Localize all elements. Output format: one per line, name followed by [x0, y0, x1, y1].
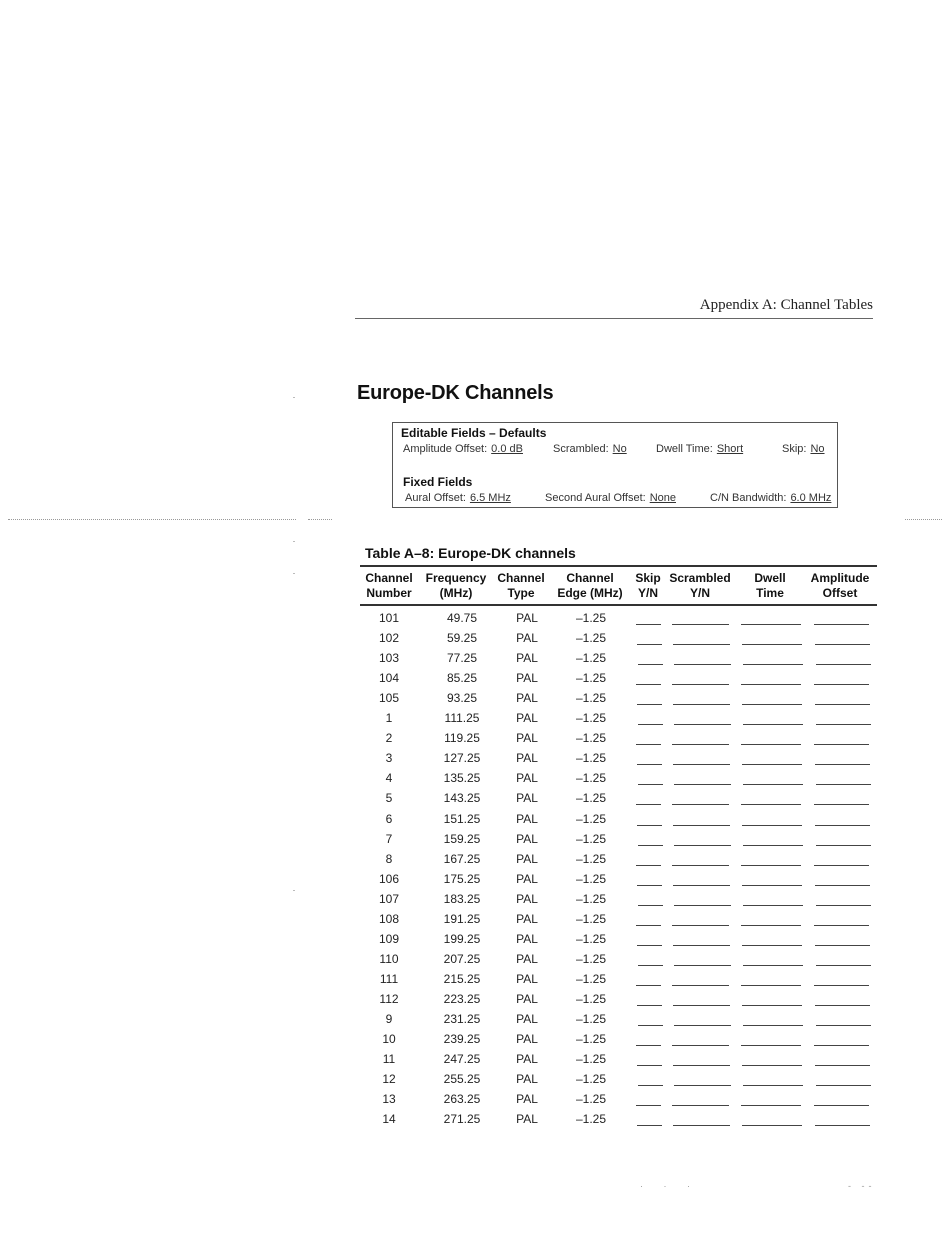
- cell-edge: –1.25: [575, 911, 607, 926]
- cell-channel: 7: [385, 831, 393, 846]
- field-value: 6.0 MHz: [790, 492, 832, 504]
- cell-channel: 110: [379, 951, 399, 966]
- column-header-line: Scrambled: [669, 571, 731, 585]
- cell-frequency: 167.25: [443, 851, 481, 866]
- skip-blank[interactable]: [638, 784, 663, 785]
- dwell-time-blank[interactable]: [743, 905, 803, 906]
- column-header: [635, 571, 660, 601]
- amplitude-offset-blank[interactable]: [814, 1045, 869, 1046]
- skip-blank[interactable]: [637, 644, 662, 645]
- cell-type: PAL: [516, 1032, 538, 1047]
- field-value: Short: [716, 443, 744, 455]
- scrambled-blank[interactable]: [672, 925, 729, 926]
- dwell-time-blank[interactable]: [743, 784, 803, 785]
- scrambled-blank[interactable]: [672, 985, 729, 986]
- skip-blank[interactable]: [637, 1005, 662, 1006]
- dwell-time-blank[interactable]: [742, 644, 802, 645]
- column-header-line: Edge (MHz): [557, 586, 623, 600]
- cell-channel: 106: [378, 871, 400, 886]
- editable-fields-heading: Editable Fields – Defaults: [401, 426, 547, 440]
- column-header: [669, 571, 730, 601]
- column-header-line: Channel: [566, 571, 614, 585]
- amplitude-offset-blank[interactable]: [815, 1125, 870, 1126]
- cell-frequency: 231.25: [443, 1012, 481, 1026]
- table-caption: Table A–8: Europe-DK channels: [365, 545, 576, 561]
- column-header: [811, 571, 870, 601]
- cell-channel: 108: [378, 911, 400, 926]
- scrambled-blank[interactable]: [672, 804, 729, 805]
- column-header: [365, 571, 412, 601]
- column-header: [754, 571, 785, 601]
- cell-channel: 101: [378, 611, 400, 625]
- column-header: [426, 571, 487, 601]
- cell-edge: –1.25: [575, 671, 607, 686]
- cell-edge: –1.25: [575, 1072, 607, 1087]
- margin-mark: [293, 890, 295, 891]
- skip-blank[interactable]: [638, 664, 663, 665]
- margin-rule: [905, 519, 942, 520]
- scrambled-blank[interactable]: [673, 945, 730, 946]
- cell-channel: 1: [385, 711, 393, 726]
- cell-channel: 109: [378, 931, 400, 946]
- cell-edge: –1.25: [575, 1092, 607, 1107]
- header-rule: [355, 318, 873, 319]
- scrambled-blank[interactable]: [673, 825, 730, 826]
- field-value: 6.5 MHz: [469, 492, 511, 504]
- cell-frequency: 239.25: [443, 1032, 481, 1047]
- second-aural-offset-field: [545, 492, 676, 504]
- column-header-line: Offset: [822, 586, 858, 600]
- scrambled-blank[interactable]: [673, 644, 730, 645]
- cell-edge: –1.25: [575, 731, 607, 746]
- scrambled-blank[interactable]: [672, 744, 729, 745]
- skip-blank[interactable]: [636, 985, 661, 986]
- cn-bandwidth-field: [710, 492, 831, 504]
- cell-channel: 2: [385, 731, 393, 746]
- amplitude-offset-blank[interactable]: [815, 764, 870, 765]
- cell-edge: –1.25: [575, 811, 607, 826]
- skip-blank[interactable]: [638, 905, 663, 906]
- cell-edge: –1.25: [575, 1052, 607, 1067]
- amplitude-offset-blank[interactable]: [814, 985, 869, 986]
- running-head: Appendix A: Channel Tables: [699, 297, 873, 313]
- amplitude-offset-field: [403, 443, 523, 455]
- cell-type: PAL: [516, 631, 538, 646]
- dwell-time-blank[interactable]: [741, 624, 801, 625]
- skip-blank[interactable]: [636, 1045, 661, 1046]
- cell-frequency: 255.25: [443, 1072, 481, 1087]
- cell-channel: 10: [382, 1032, 396, 1047]
- field-label: Dwell Time:: [656, 443, 713, 455]
- skip-blank[interactable]: [638, 1085, 663, 1086]
- table-top-rule: [360, 565, 877, 567]
- column-header-line: Dwell: [754, 571, 786, 585]
- amplitude-offset-blank[interactable]: [816, 905, 871, 906]
- cell-frequency: 127.25: [443, 751, 481, 766]
- cell-edge: –1.25: [575, 831, 607, 846]
- column-header-line: Channel: [365, 571, 413, 585]
- field-value: No: [810, 443, 825, 455]
- dwell-time-blank[interactable]: [743, 1025, 803, 1026]
- cell-edge: –1.25: [575, 1012, 607, 1026]
- margin-mark: [293, 541, 295, 542]
- cell-channel: 8: [385, 851, 393, 866]
- cell-channel: 105: [378, 691, 400, 706]
- cell-frequency: 183.25: [443, 891, 481, 906]
- column-header-line: Channel: [497, 571, 545, 585]
- amplitude-offset-blank[interactable]: [814, 804, 869, 805]
- skip-blank[interactable]: [637, 945, 662, 946]
- column-header-line: Y/N: [689, 586, 711, 600]
- amplitude-offset-blank[interactable]: [814, 684, 869, 685]
- cell-type: PAL: [516, 851, 538, 866]
- cell-type: PAL: [516, 791, 538, 806]
- margin-mark: [293, 397, 295, 398]
- cell-type: PAL: [516, 911, 538, 926]
- dwell-time-blank[interactable]: [742, 1065, 802, 1066]
- dwell-time-blank[interactable]: [741, 684, 801, 685]
- amplitude-offset-blank[interactable]: [815, 885, 870, 886]
- cell-frequency: 199.25: [443, 931, 481, 946]
- cell-channel: 14: [382, 1112, 396, 1127]
- column-header-line: Frequency: [425, 571, 487, 585]
- field-value: 0.0 dB: [491, 443, 523, 455]
- cell-frequency: 271.25: [443, 1112, 481, 1127]
- scrambled-blank[interactable]: [673, 764, 730, 765]
- column-header-line: Y/N: [637, 586, 658, 600]
- scrambled-blank[interactable]: [673, 704, 730, 705]
- dwell-time-blank[interactable]: [743, 845, 803, 846]
- cell-frequency: 85.25: [446, 671, 478, 686]
- cell-type: PAL: [516, 671, 538, 686]
- skip-blank[interactable]: [636, 865, 661, 866]
- cell-frequency: 263.25: [443, 1092, 481, 1107]
- cell-channel: 112: [379, 991, 399, 1006]
- cell-frequency: 49.75: [446, 611, 478, 625]
- cell-edge: –1.25: [575, 711, 607, 726]
- cell-edge: –1.25: [575, 851, 607, 866]
- dwell-time-blank[interactable]: [742, 825, 802, 826]
- field-label: Aural Offset:: [405, 492, 466, 504]
- column-header-line: Time: [756, 586, 784, 600]
- scrambled-blank[interactable]: [672, 624, 729, 625]
- column-header: [497, 571, 544, 601]
- skip-blank[interactable]: [637, 764, 662, 765]
- scrambled-field: [553, 443, 627, 455]
- cell-channel: 107: [378, 891, 400, 906]
- margin-mark: [293, 573, 295, 574]
- cell-type: PAL: [516, 691, 538, 706]
- scrambled-blank[interactable]: [674, 784, 731, 785]
- cell-frequency: 247.25: [443, 1052, 481, 1067]
- skip-blank[interactable]: [636, 804, 661, 805]
- cell-edge: –1.25: [575, 891, 607, 906]
- amplitude-offset-blank[interactable]: [816, 724, 871, 725]
- cell-type: PAL: [516, 931, 538, 946]
- cell-type: PAL: [516, 1012, 538, 1026]
- cell-channel: 12: [382, 1072, 396, 1087]
- column-header-line: Type: [507, 586, 535, 600]
- field-label: Second Aural Offset:: [545, 492, 646, 504]
- amplitude-offset-blank[interactable]: [815, 1065, 870, 1066]
- scrambled-blank[interactable]: [672, 1045, 729, 1046]
- cell-type: PAL: [516, 611, 538, 625]
- cell-edge: –1.25: [575, 951, 607, 966]
- amplitude-offset-blank[interactable]: [816, 965, 871, 966]
- cell-frequency: 207.25: [443, 951, 481, 966]
- section-title: Europe-DK Channels: [357, 382, 554, 404]
- cell-edge: –1.25: [575, 691, 607, 706]
- cell-frequency: 143.25: [443, 791, 481, 806]
- cell-channel: 6: [385, 811, 393, 826]
- cell-channel: 102: [378, 631, 400, 646]
- scrambled-blank[interactable]: [673, 1065, 730, 1066]
- cell-edge: –1.25: [575, 611, 607, 625]
- footer-marks: - --: [848, 1181, 876, 1191]
- amplitude-offset-blank[interactable]: [816, 845, 871, 846]
- cell-type: PAL: [516, 1072, 538, 1087]
- dwell-time-blank[interactable]: [741, 1045, 801, 1046]
- dwell-time-blank[interactable]: [743, 664, 803, 665]
- margin-rule: [308, 519, 332, 520]
- scrambled-blank[interactable]: [674, 845, 731, 846]
- cell-type: PAL: [516, 831, 538, 846]
- amplitude-offset-blank[interactable]: [815, 704, 870, 705]
- skip-blank[interactable]: [637, 825, 662, 826]
- amplitude-offset-blank[interactable]: [816, 1025, 871, 1026]
- dwell-time-blank[interactable]: [743, 965, 803, 966]
- cell-frequency: 175.25: [443, 871, 481, 886]
- cell-frequency: 59.25: [446, 631, 478, 646]
- dwell-time-blank[interactable]: [741, 744, 801, 745]
- amplitude-offset-blank[interactable]: [814, 865, 869, 866]
- dwell-time-blank[interactable]: [742, 945, 802, 946]
- footer-marks: · · ·: [640, 1181, 699, 1191]
- cell-type: PAL: [516, 1112, 538, 1127]
- cell-type: PAL: [516, 1092, 538, 1107]
- cell-frequency: 223.25: [443, 991, 481, 1006]
- scrambled-blank[interactable]: [673, 1125, 730, 1126]
- column-header: [557, 571, 622, 601]
- cell-frequency: 135.25: [443, 771, 481, 786]
- dwell-time-blank[interactable]: [743, 1085, 803, 1086]
- skip-blank[interactable]: [638, 845, 663, 846]
- field-label: Amplitude Offset:: [403, 443, 488, 455]
- scrambled-blank[interactable]: [674, 1085, 731, 1086]
- cell-edge: –1.25: [575, 1032, 607, 1047]
- column-header-line: Skip: [635, 571, 661, 585]
- skip-blank[interactable]: [638, 965, 663, 966]
- table-header-rule: [360, 604, 877, 606]
- cell-type: PAL: [516, 711, 538, 726]
- scrambled-blank[interactable]: [673, 1005, 730, 1006]
- scrambled-blank[interactable]: [672, 865, 729, 866]
- cell-channel: 5: [385, 791, 393, 806]
- cell-type: PAL: [516, 971, 538, 986]
- scrambled-blank[interactable]: [673, 885, 730, 886]
- field-value: No: [612, 443, 627, 455]
- cell-type: PAL: [516, 891, 538, 906]
- scrambled-blank[interactable]: [674, 664, 731, 665]
- field-value: None: [649, 492, 676, 504]
- dwell-time-blank[interactable]: [743, 724, 803, 725]
- dwell-time-blank[interactable]: [741, 925, 801, 926]
- fixed-fields-heading: Fixed Fields: [403, 475, 473, 489]
- amplitude-offset-blank[interactable]: [814, 744, 869, 745]
- amplitude-offset-blank[interactable]: [816, 1085, 871, 1086]
- cell-type: PAL: [516, 771, 538, 786]
- amplitude-offset-blank[interactable]: [815, 825, 870, 826]
- amplitude-offset-blank[interactable]: [814, 925, 869, 926]
- cell-type: PAL: [516, 751, 538, 766]
- scrambled-blank[interactable]: [674, 724, 731, 725]
- dwell-time-blank[interactable]: [742, 704, 802, 705]
- dwell-time-blank[interactable]: [742, 764, 802, 765]
- scrambled-blank[interactable]: [674, 1025, 731, 1026]
- cell-frequency: 93.25: [446, 691, 478, 706]
- skip-blank[interactable]: [636, 1105, 661, 1106]
- cell-channel: 103: [378, 651, 400, 666]
- column-header-line: (MHz): [439, 586, 473, 600]
- cell-channel: 3: [385, 751, 393, 766]
- cell-channel: 13: [382, 1092, 396, 1107]
- amplitude-offset-blank[interactable]: [815, 644, 870, 645]
- column-header-line: Number: [366, 586, 412, 600]
- skip-blank[interactable]: [637, 704, 662, 705]
- cell-frequency: 119.25: [444, 731, 480, 746]
- cell-type: PAL: [516, 1052, 538, 1067]
- defaults-box: [392, 422, 838, 508]
- cell-channel: 111: [379, 971, 399, 986]
- dwell-time-blank[interactable]: [741, 985, 801, 986]
- amplitude-offset-blank[interactable]: [814, 624, 869, 625]
- amplitude-offset-blank[interactable]: [816, 784, 871, 785]
- cell-type: PAL: [516, 991, 538, 1006]
- skip-blank[interactable]: [638, 724, 663, 725]
- amplitude-offset-blank[interactable]: [816, 664, 871, 665]
- cell-edge: –1.25: [575, 931, 607, 946]
- cell-edge: –1.25: [575, 651, 607, 666]
- skip-blank[interactable]: [637, 1065, 662, 1066]
- cell-edge: –1.25: [575, 971, 607, 986]
- dwell-time-blank[interactable]: [742, 1005, 802, 1006]
- field-label: Scrambled:: [553, 443, 609, 455]
- cell-edge: –1.25: [575, 771, 607, 786]
- cell-frequency: 111.25: [444, 711, 480, 726]
- amplitude-offset-blank[interactable]: [814, 1105, 869, 1106]
- cell-type: PAL: [516, 651, 538, 666]
- cell-type: PAL: [516, 951, 538, 966]
- dwell-time-blank[interactable]: [742, 885, 802, 886]
- cell-frequency: 77.25: [446, 651, 478, 666]
- cell-frequency: 151.25: [443, 811, 481, 826]
- dwell-time-blank[interactable]: [741, 1105, 801, 1106]
- skip-blank[interactable]: [637, 885, 662, 886]
- skip-blank[interactable]: [636, 684, 661, 685]
- amplitude-offset-blank[interactable]: [815, 945, 870, 946]
- skip-blank[interactable]: [636, 624, 661, 625]
- skip-blank[interactable]: [636, 925, 661, 926]
- field-label: C/N Bandwidth:: [710, 492, 787, 504]
- cell-channel: 11: [382, 1052, 396, 1067]
- amplitude-offset-blank[interactable]: [815, 1005, 870, 1006]
- scrambled-blank[interactable]: [672, 1105, 729, 1106]
- skip-blank[interactable]: [636, 744, 661, 745]
- field-label: Skip:: [782, 443, 807, 455]
- dwell-time-field: [656, 443, 743, 455]
- dwell-time-blank[interactable]: [742, 1125, 802, 1126]
- scrambled-blank[interactable]: [674, 905, 731, 906]
- cell-edge: –1.25: [575, 871, 607, 886]
- dwell-time-blank[interactable]: [741, 865, 801, 866]
- cell-edge: –1.25: [575, 791, 607, 806]
- cell-channel: 9: [385, 1012, 393, 1026]
- cell-edge: –1.25: [575, 631, 607, 646]
- cell-channel: 4: [385, 771, 393, 786]
- cell-type: PAL: [516, 871, 538, 886]
- cell-edge: –1.25: [575, 991, 607, 1006]
- skip-blank[interactable]: [637, 1125, 662, 1126]
- scrambled-blank[interactable]: [674, 965, 731, 966]
- skip-field: [782, 443, 825, 455]
- column-header-line: Amplitude: [810, 571, 870, 585]
- cell-channel: 104: [378, 671, 400, 686]
- cell-frequency: 215.25: [443, 971, 481, 986]
- cell-edge: –1.25: [575, 1112, 607, 1127]
- skip-blank[interactable]: [638, 1025, 663, 1026]
- dwell-time-blank[interactable]: [741, 804, 801, 805]
- margin-rule: [8, 519, 296, 520]
- cell-frequency: 159.25: [443, 831, 481, 846]
- cell-frequency: 191.25: [443, 911, 481, 926]
- scrambled-blank[interactable]: [672, 684, 729, 685]
- cell-type: PAL: [516, 731, 538, 746]
- aural-offset-field: [405, 492, 511, 504]
- cell-type: PAL: [516, 811, 538, 826]
- cell-edge: –1.25: [575, 751, 607, 766]
